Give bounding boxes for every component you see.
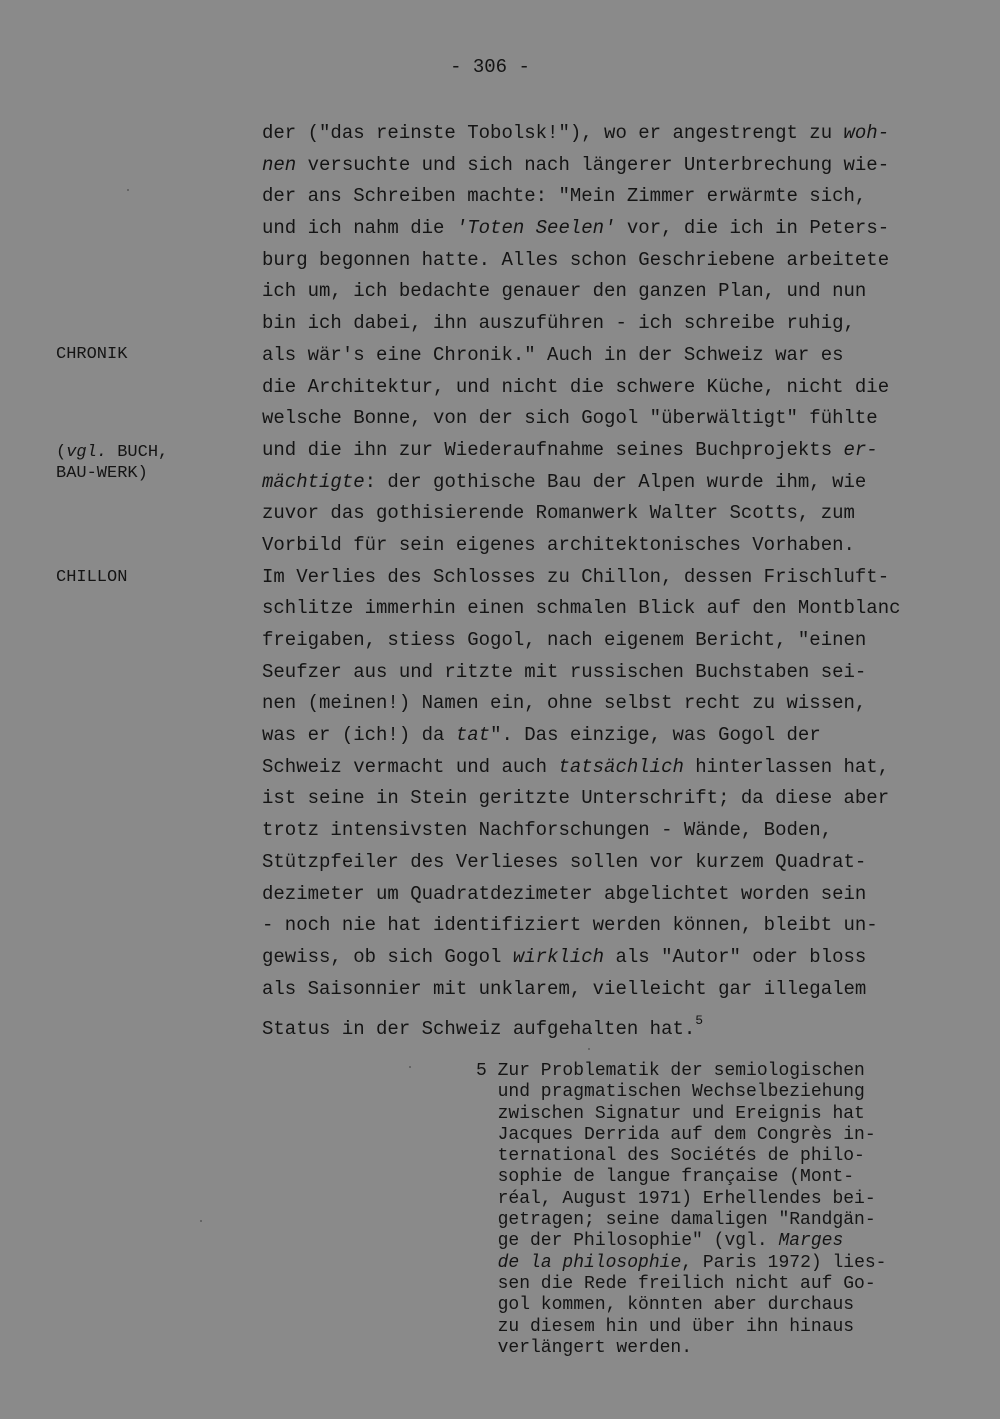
margin-note-paren: ( [56,443,67,462]
text-run: réal, August 1971) Erhellendes bei- [476,1188,876,1209]
italic-run: Marges [778,1231,844,1252]
text-run: zu diesem hin und über ihn hinaus [476,1316,855,1337]
text-run: als "Autor" oder bloss [604,945,867,968]
text-run: Schweiz vermacht und auch [262,755,559,778]
body-line [262,974,962,1006]
body-line [262,245,962,277]
margin-note-bau-werk: BAU-WERK) [56,464,148,483]
footnote-line [476,1146,946,1167]
footnote-line [476,1082,946,1103]
text-run: der ans Schreiben machte: "Mein Zimmer erwärmte sich, [262,185,867,208]
footnote-line [476,1210,946,1231]
text-run: als wär's eine Chronik." Auch in der Schweiz war es [262,343,844,366]
text-run: und pragmatischen Wechselbeziehung [476,1082,865,1103]
body-line [262,530,962,562]
body-line [262,815,962,847]
text-run: 5 Zur Problematik der semiologischen [476,1061,865,1081]
text-run: Stützpfeiler des Verlieses sollen vor kurzem Quadrat- [262,850,867,873]
body-line [262,308,962,340]
body-line [262,118,962,150]
text-run: die Architektur, und nicht die schwere Küche, nicht die [262,375,890,398]
text-run: vor, die ich in Peters- [615,217,890,240]
footnote-line [476,1125,946,1146]
body-line [262,403,962,435]
body-line [262,150,962,182]
footnote-line [476,1295,946,1316]
text-run: trotz intensivsten Nachforschungen - Wände, Boden, [262,819,833,842]
text-run: sen die Rede freilich nicht auf Go- [476,1273,876,1294]
footnote-line [476,1104,946,1125]
italic-run: er- [843,438,878,461]
text-run: ". Das einzige, was Gogol der [490,724,821,747]
body-line [262,467,962,499]
text-run: ist seine in Stein geritzte Unterschrift; da diese aber [262,787,890,810]
scan-speck [588,1048,590,1050]
margin-note-chillon: CHILLON [56,568,128,587]
text-run: burg begonnen hatte. Alles schon Geschriebene arbeitete [262,248,890,271]
text-run: gewiss, ob sich Gogol [262,945,513,968]
italic-run: tatsächlich [558,755,684,778]
text-run: : der gothische Bau der Alpen wurde ihm, wie [364,470,867,493]
text-run: nen (meinen!) Namen ein, ohne selbst recht zu wissen, [262,692,867,715]
italic-run: nen [262,153,297,176]
body-line [262,688,962,720]
margin-note-buch: BUCH, [107,443,169,462]
body-line [262,276,962,308]
text-run: ge der Philosophie" (vgl. [476,1231,779,1252]
body-line [262,372,962,404]
scan-speck [409,1066,411,1068]
text-run: Status in der Schweiz aufgehalten hat. [262,1018,696,1041]
footnote-line [476,1338,946,1359]
body-line [262,593,962,625]
italic-run: de la philosophie [497,1252,682,1273]
text-run: ternational des Sociétés de philo- [476,1146,865,1167]
body-line [262,910,962,942]
margin-note-vgl-buch [56,442,168,463]
body-line [262,435,962,467]
footnote-line [476,1061,946,1082]
text-run: dezimeter um Quadratdezimeter abgelichtet worden sein [262,882,867,905]
body-line [262,657,962,689]
body-line [262,783,962,815]
text-run [476,1253,498,1273]
text-run: verlängert werden. [476,1337,693,1358]
footnote-line [476,1231,946,1252]
footnote-line [476,1274,946,1295]
text-run: freigaben, stiess Gogol, nach eigenem Bericht, "einen [262,629,867,651]
body-line [262,720,962,752]
text-run: bin ich dabei, ihn auszuführen - ich schreibe ruhig, [262,312,855,335]
text-run: was er (ich!) da [262,724,456,747]
text-run: , Paris 1972) lies- [681,1252,887,1273]
main-text-block [262,118,962,1041]
body-line [262,942,962,974]
body-line [262,340,962,372]
footnote-line [476,1189,946,1210]
text-run: Vorbild für sein eigenes architektonisches Vorhaben. [262,533,855,556]
text-run: ich um, ich bedachte genauer den ganzen Plan, und nun [262,280,867,303]
scan-speck [200,1220,202,1222]
body-line [262,752,962,784]
footnote-5 [476,1061,946,1359]
text-run: Seufzer aus und ritzte mit russischen Buchstaben sei- [262,660,867,683]
italic-run: tat [455,724,491,747]
footnote-line [476,1253,946,1274]
text-run: als Saisonnier mit unklarem, vielleicht gar illegalem [262,977,867,1000]
text-run: versuchte und sich nach längerer Unterbrechung wie- [296,153,890,176]
text-run: schlitze immerhin einen schmalen Blick auf den Montblanc [262,597,901,620]
text-run: Jacques Derrida auf dem Congrès in- [476,1124,876,1145]
body-line [262,847,962,879]
footnote-marker: 5 [695,1013,704,1029]
body-line [262,181,962,213]
body-line [262,1005,962,1041]
margin-note-chronik: CHRONIK [56,345,128,364]
page-number: - 306 - [450,56,530,78]
text-run: gol kommen, könnten aber durchaus [476,1295,855,1316]
text-run: getragen; seine damaligen "Randgän- [476,1210,876,1231]
italic-run: wirklich [512,945,605,968]
body-line [262,879,962,911]
italic-run: mächtigte [262,470,365,493]
text-run: - noch nie hat identifiziert werden können, bleibt un- [262,914,878,937]
text-run: und ich nahm die [262,217,456,240]
text-run: hinterlassen hat, [683,755,890,778]
text-run: Im Verlies des Schlosses zu Chillon, dessen Frischluft- [262,565,890,588]
text-run: der ("das reinste Tobolsk!"), wo er angestrengt zu [262,122,844,144]
footnote-line [476,1167,946,1188]
scan-speck [127,189,129,191]
body-line [262,625,962,657]
text-run: und die ihn zur Wiederaufnahme seines Buchprojekts [262,438,844,461]
italic-run: woh- [843,122,890,144]
text-run: zuvor das gothisierende Romanwerk Walter Scotts, zum [262,502,855,525]
body-line [262,213,962,245]
footnote-line [476,1317,946,1338]
margin-note-vgl: vgl. [66,443,108,462]
text-run: sophie de langue française (Mont- [476,1167,855,1188]
text-run: zwischen Signatur und Ereignis hat [476,1103,865,1124]
body-line [262,562,962,594]
italic-run: 'Toten Seelen' [455,217,616,240]
body-line [262,498,962,530]
text-run: welsche Bonne, von der sich Gogol "überwältigt" fühlte [262,407,878,430]
